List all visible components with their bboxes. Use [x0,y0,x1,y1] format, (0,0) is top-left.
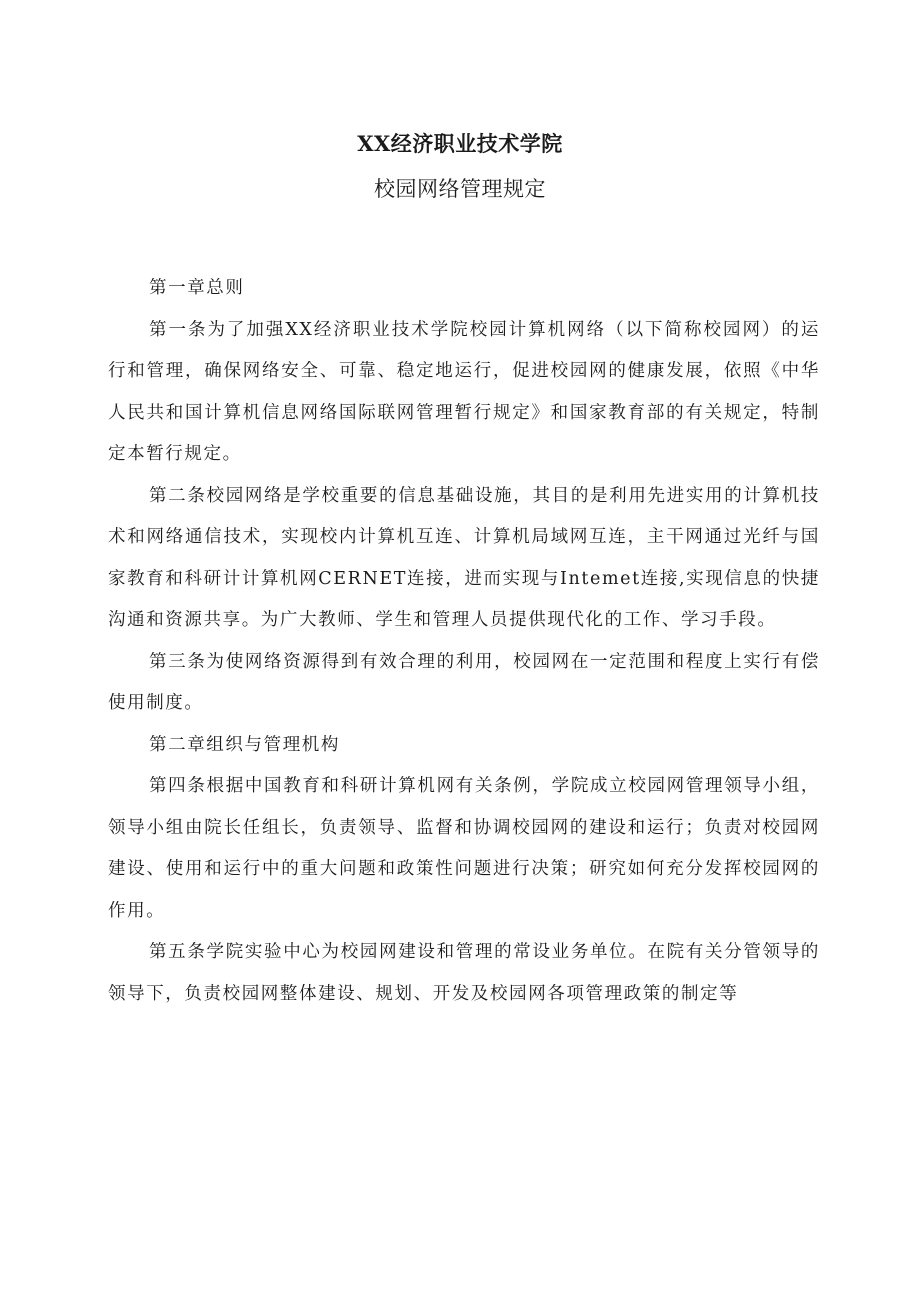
chapter2-heading: 第二章组织与管理机构 [149,734,340,755]
article-4: 第四条根据中国教育和科研计算机网有关条例，学院成立校园网管理领导小组，领导小组由院长任组长，负责领导、监督和协调校园网的建设和运行；负责对校园网建设、使用和运行中的重大问题和政策性问题进行决策；研究如何充分发挥校园网的作用。 [108,776,820,921]
article-2: 第二条校园网络是学校重要的信息基础设施，其目的是利用先进实用的计算机技术和网络通信技术，实现校内计算机互连、计算机局域网互连，主干网通过光纤与国家教育和科研计计算机网CERNET连接，进而实现与Intemet连接,实现信息的快捷沟通和资源共享。为广大教师、学生和管理人员提供现代化的工作、学习手段。 [108,485,820,630]
article-3: 第三条为使网络资源得到有效合理的利用，校园网在一定范围和程度上实行有偿使用制度。 [108,651,820,713]
chapter1-heading: 第一章总则 [149,278,245,298]
document-title-line1: XX经济职业技术学院 [357,131,563,156]
article-5: 第五条学院实验中心为校园网建设和管理的常设业务单位。在院有关分管领导的领导下，负责校园网整体建设、规划、开发及校园网各项管理政策的制定等 [108,942,820,1004]
article-1: 第一条为了加强XX经济职业技术学院校园计算机网络（以下简称校园网）的运行和管理，确保网络安全、可靠、稳定地运行，促进校园网的健康发展，依照《中华人民共和国计算机信息网络国际联网管理暂行规定》和国家教育部的有关规定，特制定本暂行规定。 [108,319,820,464]
document-body [108,268,820,1015]
document-title-line2: 校园网络管理规定 [374,177,546,201]
